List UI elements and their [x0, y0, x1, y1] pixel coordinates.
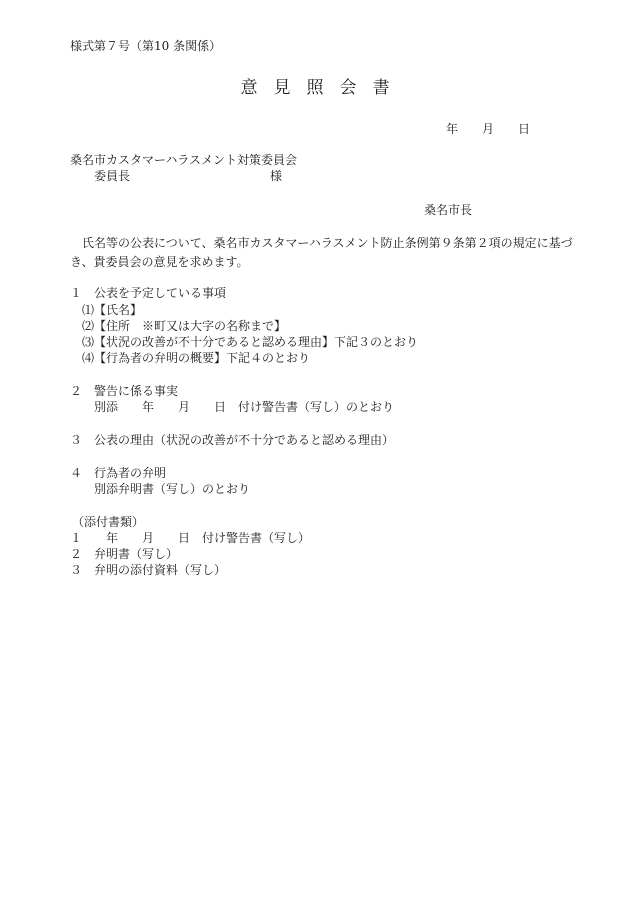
section-4-heading: ４ 行為者の弁明 — [70, 466, 167, 480]
attachment-item: １ 年 月 日 付け警告書（写し） — [70, 531, 311, 545]
title-char: 意 — [240, 78, 258, 98]
addressee-org: 桑名市カスタマーハラスメント対策委員会 — [70, 153, 298, 167]
section-1-item: ⑴【氏名】 — [82, 303, 143, 317]
section-1-item: ⑶【状況の改善が不十分であると認める理由】下記３のとおり — [82, 335, 419, 349]
section-2-detail: 別添 年 月 日 付け警告書（写し）のとおり — [94, 400, 395, 414]
body-paragraph: 氏名等の公表について、桑名市カスタマーハラスメント防止条例第９条第２項の規定に基づき、貴委員会の意見を求めます。 — [70, 236, 573, 269]
date-year: 年 — [446, 122, 459, 136]
attachments-heading: （添付書類） — [72, 515, 145, 529]
document-title — [0, 78, 630, 98]
date-line — [446, 121, 530, 137]
date-day: 日 — [518, 122, 531, 136]
title-char: 会 — [339, 78, 357, 98]
addressee-honorific: 様 — [270, 169, 283, 183]
attachment-item: ２ 弁明書（写し） — [70, 547, 179, 561]
addressee-role: 委員長 — [94, 169, 131, 183]
form-number: 様式第７号（第10 条関係） — [70, 39, 222, 53]
section-2-heading: ２ 警告に係る事実 — [70, 384, 179, 398]
attachment-item: ３ 弁明の添付資料（写し） — [70, 563, 227, 577]
section-3-heading: ３ 公表の理由（状況の改善が不十分であると認める理由） — [70, 433, 395, 447]
title-char: 照 — [306, 78, 324, 98]
section-1-item: ⑵【住所 ※町又は大字の名称まで】 — [82, 319, 287, 333]
date-month: 月 — [482, 122, 495, 136]
sender: 桑名市長 — [424, 203, 473, 217]
section-1-item: ⑷【行為者の弁明の概要】下記４のとおり — [82, 351, 311, 365]
section-1-heading: １ 公表を予定している事項 — [70, 286, 227, 300]
title-char: 見 — [273, 78, 291, 98]
title-char: 書 — [372, 78, 390, 98]
section-4-detail: 別添弁明書（写し）のとおり — [94, 482, 251, 496]
